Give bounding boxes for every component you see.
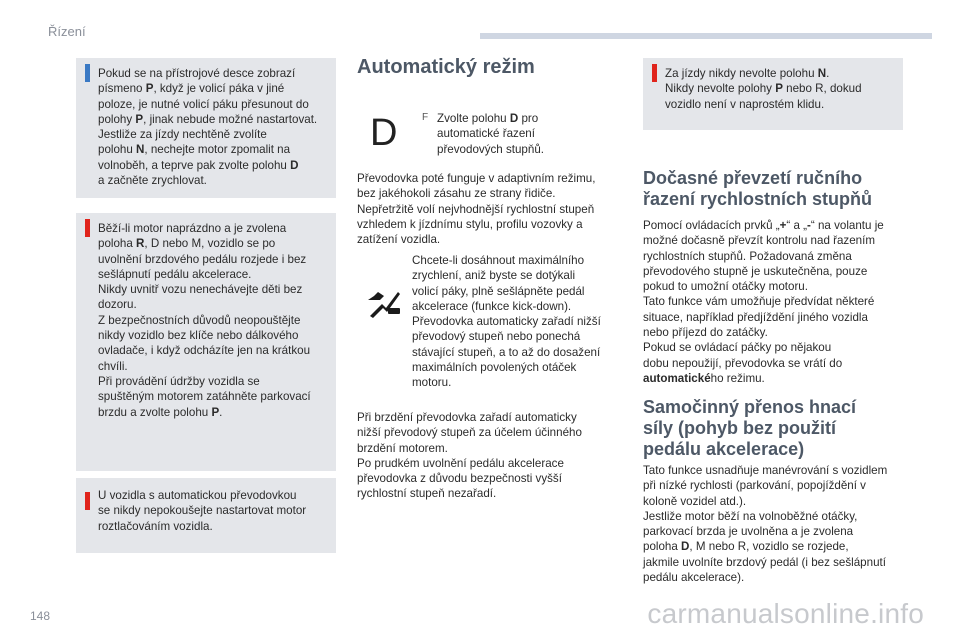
note-text: U vozidla s automatickou převodovkou se nikdy nepokoušejte nastartovat motor roztlačováním vozidla.	[98, 489, 307, 533]
section-heading-manual: Dočasné převzetí ručního řazení rychlostních stupňů	[643, 168, 873, 209]
note-box-warning	[76, 213, 336, 471]
info-mark	[85, 64, 90, 82]
watermark: carmanualsonline.info	[647, 598, 924, 629]
warning-mark	[652, 64, 657, 82]
note-text: Běží-li motor naprázdno a je zvolena poloha R, D nebo M, vozidlo se po uvolnění brzdového pedálu rozjede i bez sešlápnutí pedálu akcelerace. Nikdy uvnitř vozu nenechávejte děti bez dozoru. Z bezpečnostních důvodů neopouštějte nikdy vozidlo bez klíče nebo dálkového ovladače, i když odcházíte jen na krátkou chvíli. Při provádění údržby vozidla se spuštěným motorem zatáhněte parkovací brzdu a zvolte polohu P.	[98, 222, 311, 419]
bullet-text: Zvolte polohu D pro automatické řazení převodových stupňů.	[437, 112, 544, 156]
note-text: Pokud se na přístrojové desce zobrazí písmeno P, když je volicí páka v jiné poloze, je nutné volicí páku přesunout do polohy P, jinak nebude možné nastartovat. Jestliže za jízdy nechtěně zvolíte polohu N, nechejte motor zpomalit na volnoběh, a teprve pak zvolte polohu D a začněte zrychlovat.	[98, 67, 318, 188]
header-bar	[480, 33, 932, 39]
page-number: 148	[30, 609, 51, 623]
bullet-icon: F	[422, 112, 429, 123]
paragraph: Převodovka poté funguje v adaptivním režimu, bez jakéhokoli zásahu ze strany řidiče. Nepřetržitě volí nejvhodnější rychlostní stupeň vzhledem k jízdnímu stylu, profilu vozovky a zatížení vozidla.	[357, 172, 596, 247]
warning-mark	[85, 219, 90, 237]
note-box-warning	[643, 58, 903, 130]
note-box-info	[76, 58, 336, 198]
paragraph: Tato funkce usnadňuje manévrování s vozidlem při nízké rychlosti (parkování, popojíždění v koloně vozidel atd.). Jestliže motor běží na volnoběžné otáčky, parkovací brzda je uvolněna a je zvolena poloha D, M nebo R, vozidlo se rozjede, jakmile uvolníte brzdový pedál (i bez sešlápnutí pedálu akcelerace).	[643, 464, 888, 585]
note-text: Za jízdy nikdy nevolte polohu N. Nikdy nevolte polohy P nebo R, dokud vozidlo není v naprostém klidu.	[665, 67, 862, 111]
paragraph: Při brzdění převodovka zařadí automaticky nižší převodový stupeň za účelem účinného brzdění motorem. Po prudkém uvolnění pedálu akcelerace převodovka z důvodu bezpečnosti vyšší rychlostní stupeň nezařadí.	[357, 411, 582, 501]
section-title: Řízení	[48, 24, 86, 39]
section-heading-automatic: Automatický režim	[357, 56, 535, 78]
note-box-warning	[76, 478, 336, 553]
d-letter: D	[370, 112, 398, 154]
kick-down-text: Chcete-li dosáhnout maximálního zrychlení, aniž byste se dotýkali volicí páky, plně sešlápněte pedál akcelerace (funkce kick-down). Převodovka automaticky zařadí nižší převodový stupeň nebo ponechá stávající stupeň, a to až do dosažení maximálních povolených otáček motoru.	[412, 254, 601, 390]
warning-mark	[85, 492, 90, 510]
section-heading-creep: Samočinný přenos hnací síly (pohyb bez použití pedálu akcelerace)	[643, 397, 857, 459]
paragraph: Pomocí ovládacích prvků „+“ a „-“ na volantu je možné dočasně převzít kontrolu nad řazením rychlostních stupňů. Požadovaná změna převodového stupně je uskutečněna, pouze pokud to umožní otáčky motoru. Tato funkce vám umožňuje předvídat některé situace, například předjíždění jiného vozidla nebo příjezd do zatáčky. Pokud se ovládací páčky po nějakou dobu nepoužijí, převodovka se vrátí do automatického režimu.	[643, 219, 884, 385]
kick-down-icon	[364, 282, 404, 322]
